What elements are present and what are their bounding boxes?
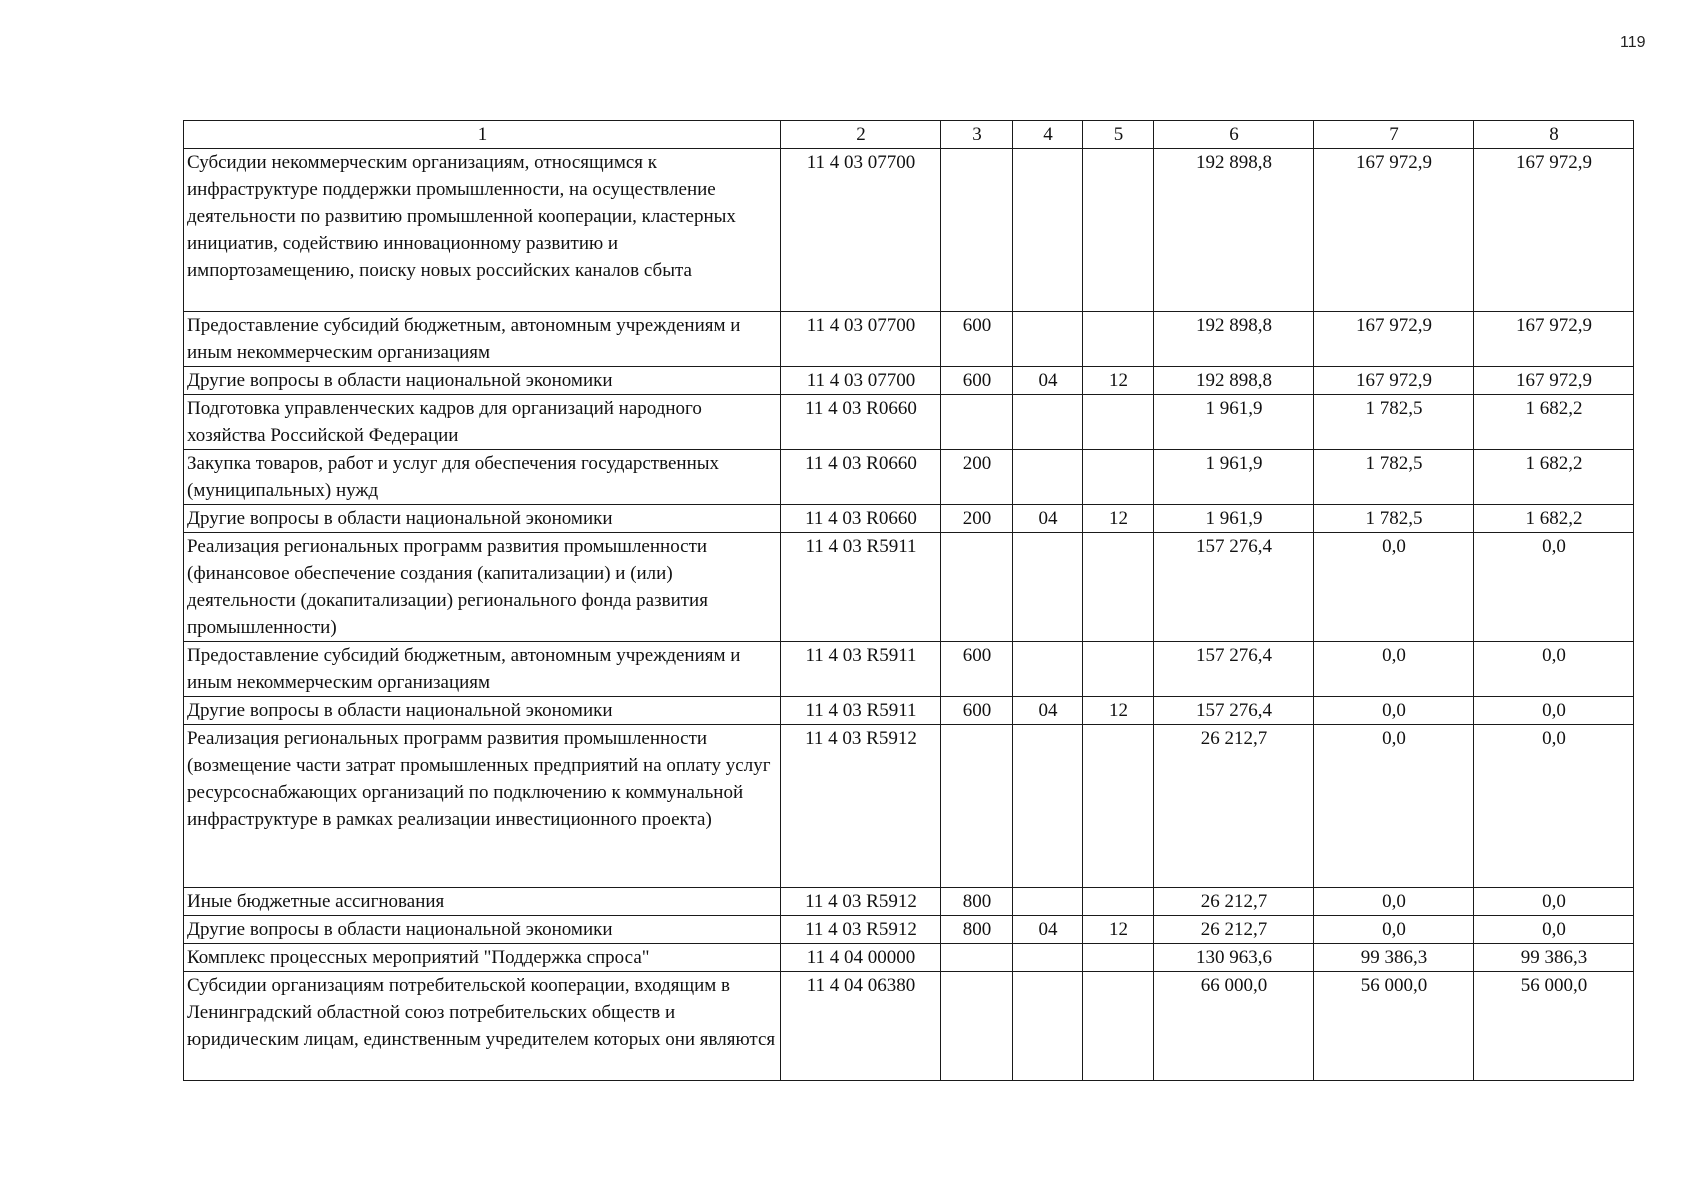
- row-col-7: 99 386,3: [1314, 944, 1474, 972]
- row-code: 11 4 03 07700: [781, 312, 941, 367]
- row-col-8: 167 972,9: [1474, 367, 1634, 395]
- row-col-6: 1 961,9: [1154, 395, 1314, 450]
- row-col-4: 04: [1013, 505, 1083, 533]
- row-col-8: 1 682,2: [1474, 395, 1634, 450]
- row-col-4: [1013, 450, 1083, 505]
- row-col-8: 1 682,2: [1474, 450, 1634, 505]
- row-col-5: [1083, 450, 1154, 505]
- table-row: [184, 395, 1634, 450]
- row-col-6: 192 898,8: [1154, 312, 1314, 367]
- row-code: 11 4 03 R0660: [781, 450, 941, 505]
- row-col-8: 0,0: [1474, 725, 1634, 888]
- row-name: Другие вопросы в области национальной экономики: [184, 697, 781, 725]
- row-col-3: 200: [941, 450, 1013, 505]
- table-row: [184, 725, 1634, 888]
- row-col-7: 0,0: [1314, 888, 1474, 916]
- row-col-5: [1083, 312, 1154, 367]
- row-col-4: [1013, 972, 1083, 1081]
- table-row: [184, 972, 1634, 1081]
- row-name: Другие вопросы в области национальной экономики: [184, 916, 781, 944]
- row-col-4: [1013, 642, 1083, 697]
- row-col-3: [941, 944, 1013, 972]
- row-col-3: 200: [941, 505, 1013, 533]
- row-col-6: 157 276,4: [1154, 697, 1314, 725]
- table-body: [184, 149, 1634, 1081]
- table-row: [184, 642, 1634, 697]
- page-number: 119: [1620, 34, 1646, 51]
- row-col-6: 26 212,7: [1154, 916, 1314, 944]
- row-col-7: 0,0: [1314, 916, 1474, 944]
- row-col-3: 800: [941, 916, 1013, 944]
- row-col-4: 04: [1013, 367, 1083, 395]
- row-col-6: 66 000,0: [1154, 972, 1314, 1081]
- row-code: 11 4 04 06380: [781, 972, 941, 1081]
- row-col-4: 04: [1013, 916, 1083, 944]
- row-col-8: 99 386,3: [1474, 944, 1634, 972]
- row-col-4: [1013, 312, 1083, 367]
- row-name: Комплекс процессных мероприятий "Поддержка спроса": [184, 944, 781, 972]
- row-col-3: [941, 725, 1013, 888]
- row-col-7: 0,0: [1314, 697, 1474, 725]
- table-row: [184, 367, 1634, 395]
- row-name: Закупка товаров, работ и услуг для обеспечения государственных (муниципальных) нужд: [184, 450, 781, 505]
- row-col-5: 12: [1083, 505, 1154, 533]
- header-col-1: 1: [184, 121, 781, 149]
- row-code: 11 4 03 07700: [781, 149, 941, 312]
- row-col-6: 130 963,6: [1154, 944, 1314, 972]
- row-col-7: 1 782,5: [1314, 395, 1474, 450]
- row-col-5: [1083, 944, 1154, 972]
- row-col-6: 192 898,8: [1154, 367, 1314, 395]
- table-row: [184, 888, 1634, 916]
- row-col-4: [1013, 888, 1083, 916]
- row-name: Субсидии организациям потребительской кооперации, входящим в Ленинградский областной союз потребительских обществ и юридическим лицам, единственным учредителем которых они являются: [184, 972, 781, 1081]
- table-row: [184, 505, 1634, 533]
- row-code: 11 4 03 R5911: [781, 533, 941, 642]
- row-col-3: [941, 533, 1013, 642]
- row-col-5: [1083, 972, 1154, 1081]
- row-col-7: 167 972,9: [1314, 149, 1474, 312]
- row-col-3: [941, 395, 1013, 450]
- row-col-5: [1083, 395, 1154, 450]
- row-code: 11 4 03 R5911: [781, 697, 941, 725]
- row-col-6: 192 898,8: [1154, 149, 1314, 312]
- header-col-4: 4: [1013, 121, 1083, 149]
- table-row: [184, 450, 1634, 505]
- row-code: 11 4 03 R5912: [781, 916, 941, 944]
- row-col-8: 0,0: [1474, 697, 1634, 725]
- row-col-5: [1083, 533, 1154, 642]
- row-col-5: [1083, 149, 1154, 312]
- row-col-4: [1013, 725, 1083, 888]
- row-col-7: 1 782,5: [1314, 505, 1474, 533]
- row-col-8: 0,0: [1474, 916, 1634, 944]
- row-col-6: 157 276,4: [1154, 642, 1314, 697]
- row-col-8: 167 972,9: [1474, 149, 1634, 312]
- row-name: Другие вопросы в области национальной экономики: [184, 505, 781, 533]
- row-col-6: 1 961,9: [1154, 505, 1314, 533]
- row-col-3: [941, 972, 1013, 1081]
- header-col-5: 5: [1083, 121, 1154, 149]
- row-col-4: [1013, 149, 1083, 312]
- table-row: [184, 533, 1634, 642]
- row-col-5: 12: [1083, 367, 1154, 395]
- row-col-7: 0,0: [1314, 533, 1474, 642]
- table-header: [184, 121, 1634, 149]
- row-name: Другие вопросы в области национальной экономики: [184, 367, 781, 395]
- header-row: [184, 121, 1634, 149]
- row-code: 11 4 03 R5911: [781, 642, 941, 697]
- row-code: 11 4 03 R5912: [781, 888, 941, 916]
- table-row: [184, 149, 1634, 312]
- row-col-3: 600: [941, 312, 1013, 367]
- row-col-6: 1 961,9: [1154, 450, 1314, 505]
- header-col-7: 7: [1314, 121, 1474, 149]
- row-col-7: 167 972,9: [1314, 312, 1474, 367]
- row-col-4: [1013, 944, 1083, 972]
- row-name: Иные бюджетные ассигнования: [184, 888, 781, 916]
- row-name: Предоставление субсидий бюджетным, автономным учреждениям и иным некоммерческим организациям: [184, 312, 781, 367]
- row-col-4: [1013, 533, 1083, 642]
- row-code: 11 4 03 R0660: [781, 505, 941, 533]
- row-col-7: 0,0: [1314, 642, 1474, 697]
- row-code: 11 4 04 00000: [781, 944, 941, 972]
- row-col-3: 600: [941, 367, 1013, 395]
- row-col-3: 600: [941, 642, 1013, 697]
- row-col-8: 1 682,2: [1474, 505, 1634, 533]
- row-col-8: 0,0: [1474, 533, 1634, 642]
- row-col-5: [1083, 642, 1154, 697]
- row-col-3: [941, 149, 1013, 312]
- header-col-6: 6: [1154, 121, 1314, 149]
- row-col-3: 600: [941, 697, 1013, 725]
- budget-table: [183, 120, 1634, 1081]
- row-code: 11 4 03 R0660: [781, 395, 941, 450]
- row-name: Подготовка управленческих кадров для организаций народного хозяйства Российской Федерации: [184, 395, 781, 450]
- row-col-5: [1083, 888, 1154, 916]
- row-col-8: 0,0: [1474, 642, 1634, 697]
- row-col-5: 12: [1083, 916, 1154, 944]
- header-col-2: 2: [781, 121, 941, 149]
- row-col-8: 56 000,0: [1474, 972, 1634, 1081]
- row-col-7: 0,0: [1314, 725, 1474, 888]
- table-row: [184, 697, 1634, 725]
- table-row: [184, 916, 1634, 944]
- table-row: [184, 312, 1634, 367]
- header-col-8: 8: [1474, 121, 1634, 149]
- row-col-4: [1013, 395, 1083, 450]
- row-code: 11 4 03 R5912: [781, 725, 941, 888]
- row-code: 11 4 03 07700: [781, 367, 941, 395]
- row-col-7: 1 782,5: [1314, 450, 1474, 505]
- row-name: Реализация региональных программ развития промышленности (возмещение части затрат промышленных предприятий на оплату услуг ресурсоснабжающих организаций по подключению к коммунальной инфраструктуре в рамках реализации инвестиционного проекта): [184, 725, 781, 888]
- row-col-4: 04: [1013, 697, 1083, 725]
- row-col-6: 26 212,7: [1154, 888, 1314, 916]
- row-name: Субсидии некоммерческим организациям, относящимся к инфраструктуре поддержки промышленности, на осуществление деятельности по развитию промышленной кооперации, кластерных инициатив, содействию инновационному развитию и импортозамещению, поиску новых российских каналов сбыта: [184, 149, 781, 312]
- row-col-6: 157 276,4: [1154, 533, 1314, 642]
- row-col-7: 56 000,0: [1314, 972, 1474, 1081]
- row-col-7: 167 972,9: [1314, 367, 1474, 395]
- header-col-3: 3: [941, 121, 1013, 149]
- row-col-5: 12: [1083, 697, 1154, 725]
- row-name: Предоставление субсидий бюджетным, автономным учреждениям и иным некоммерческим организациям: [184, 642, 781, 697]
- row-col-8: 0,0: [1474, 888, 1634, 916]
- row-name: Реализация региональных программ развития промышленности (финансовое обеспечение создания (капитализации) и (или) деятельности (докапитализации) регионального фонда развития промышленности): [184, 533, 781, 642]
- row-col-6: 26 212,7: [1154, 725, 1314, 888]
- row-col-3: 800: [941, 888, 1013, 916]
- row-col-5: [1083, 725, 1154, 888]
- row-col-8: 167 972,9: [1474, 312, 1634, 367]
- table-row: [184, 944, 1634, 972]
